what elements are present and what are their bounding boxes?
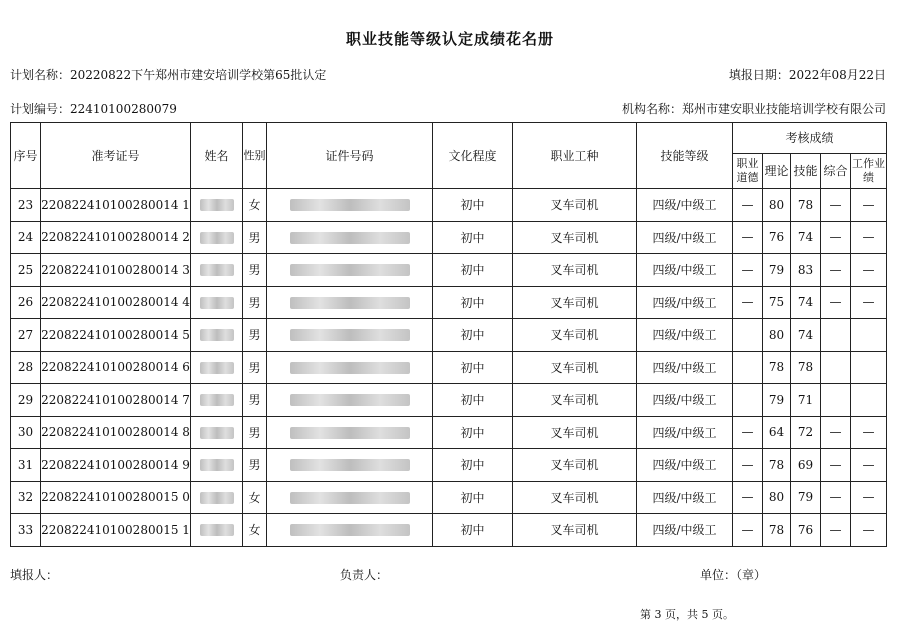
table-row — [11, 384, 887, 417]
row-gender: 男 — [243, 449, 267, 482]
row-level: 四级/中级工 — [637, 189, 733, 222]
redaction-blur — [290, 362, 410, 374]
document-title: 职业技能等级认定成绩花名册 — [345, 30, 554, 48]
row-level: 四级/中级工 — [637, 286, 733, 319]
table-row — [11, 416, 887, 449]
row-level: 四级/中级工 — [637, 351, 733, 384]
header-name: 姓名 — [191, 123, 243, 189]
row-ticket: 220822410100280014 4 — [41, 286, 191, 319]
redaction-blur — [200, 492, 234, 504]
row-seq: 23 — [11, 189, 41, 222]
header-ethics: 职业道德 — [733, 154, 763, 189]
table-row — [11, 351, 887, 384]
redaction-blur — [290, 394, 410, 406]
header-job: 职业工种 — [513, 123, 637, 189]
row-ticket: 220822410100280014 8 — [41, 416, 191, 449]
fill-date: 填报日期：2022年08月22日 — [728, 68, 886, 82]
row-seq: 30 — [11, 416, 41, 449]
row-seq: 25 — [11, 254, 41, 287]
row-edu: 初中 — [433, 286, 513, 319]
row-perf — [851, 319, 887, 352]
row-job: 叉车司机 — [513, 514, 637, 547]
redaction-blur — [290, 264, 410, 276]
row-name-redacted — [191, 514, 243, 547]
row-edu: 初中 — [433, 514, 513, 547]
row-edu: 初中 — [433, 351, 513, 384]
row-ethics: — — [733, 189, 763, 222]
header-seq: 序号 — [11, 123, 41, 189]
row-level: 四级/中级工 — [637, 416, 733, 449]
row-id-redacted — [267, 221, 433, 254]
row-skill: 71 — [791, 384, 821, 417]
row-overall — [821, 319, 851, 352]
row-job: 叉车司机 — [513, 481, 637, 514]
row-perf: — — [851, 189, 887, 222]
row-perf — [851, 384, 887, 417]
row-overall: — — [821, 221, 851, 254]
redaction-blur — [200, 394, 234, 406]
table-row — [11, 286, 887, 319]
plan-name: 计划名称：20220822下午郑州市建安培训学校第65批认定 — [10, 68, 327, 82]
row-ethics: — — [733, 481, 763, 514]
row-id-redacted — [267, 449, 433, 482]
redaction-blur — [200, 199, 234, 211]
header-edu: 文化程度 — [433, 123, 513, 189]
row-skill: 83 — [791, 254, 821, 287]
row-theory: 78 — [763, 351, 791, 384]
row-seq: 32 — [11, 481, 41, 514]
redaction-blur — [200, 264, 234, 276]
row-gender: 男 — [243, 286, 267, 319]
row-edu: 初中 — [433, 416, 513, 449]
row-seq: 27 — [11, 319, 41, 352]
redaction-blur — [290, 232, 410, 244]
header-scores: 考核成绩 — [733, 123, 887, 154]
table-row — [11, 189, 887, 222]
row-skill: 69 — [791, 449, 821, 482]
table-row — [11, 449, 887, 482]
row-skill: 74 — [791, 221, 821, 254]
row-ticket: 220822410100280014 6 — [41, 351, 191, 384]
row-job: 叉车司机 — [513, 319, 637, 352]
row-job: 叉车司机 — [513, 384, 637, 417]
redaction-blur — [290, 297, 410, 309]
redaction-blur — [290, 459, 410, 471]
row-level: 四级/中级工 — [637, 319, 733, 352]
row-ethics: — — [733, 514, 763, 547]
row-theory: 78 — [763, 514, 791, 547]
row-id-redacted — [267, 514, 433, 547]
row-overall — [821, 351, 851, 384]
row-level: 四级/中级工 — [637, 254, 733, 287]
score-roster-table — [10, 122, 887, 547]
filler-label: 填报人： — [10, 568, 59, 582]
table-row — [11, 481, 887, 514]
row-theory: 80 — [763, 189, 791, 222]
row-name-redacted — [191, 416, 243, 449]
row-perf: — — [851, 481, 887, 514]
row-id-redacted — [267, 384, 433, 417]
row-perf: — — [851, 286, 887, 319]
row-ticket: 220822410100280014 9 — [41, 449, 191, 482]
row-level: 四级/中级工 — [637, 384, 733, 417]
row-ethics: — — [733, 286, 763, 319]
row-level: 四级/中级工 — [637, 514, 733, 547]
row-skill: 74 — [791, 286, 821, 319]
row-level: 四级/中级工 — [637, 449, 733, 482]
row-skill: 76 — [791, 514, 821, 547]
row-id-redacted — [267, 286, 433, 319]
row-overall: — — [821, 254, 851, 287]
row-job: 叉车司机 — [513, 221, 637, 254]
row-overall: — — [821, 481, 851, 514]
responsible-label: 负责人： — [340, 568, 389, 582]
row-gender: 男 — [243, 221, 267, 254]
header-perf: 工作业绩 — [851, 154, 887, 189]
row-gender: 男 — [243, 416, 267, 449]
row-job: 叉车司机 — [513, 449, 637, 482]
row-ethics: — — [733, 254, 763, 287]
header-theory: 理论 — [763, 154, 791, 189]
header-level: 技能等级 — [637, 123, 733, 189]
page-indicator: 第 3 页，共 5 页。 — [640, 608, 734, 621]
row-skill: 78 — [791, 189, 821, 222]
row-ethics — [733, 384, 763, 417]
row-job: 叉车司机 — [513, 189, 637, 222]
row-job: 叉车司机 — [513, 286, 637, 319]
row-ticket: 220822410100280014 2 — [41, 221, 191, 254]
row-perf: — — [851, 449, 887, 482]
row-perf: — — [851, 416, 887, 449]
row-seq: 31 — [11, 449, 41, 482]
redaction-blur — [290, 492, 410, 504]
redaction-blur — [200, 362, 234, 374]
row-name-redacted — [191, 254, 243, 287]
row-overall: — — [821, 189, 851, 222]
row-gender: 男 — [243, 384, 267, 417]
row-edu: 初中 — [433, 481, 513, 514]
header-ticket: 准考证号 — [41, 123, 191, 189]
row-gender: 男 — [243, 351, 267, 384]
row-id-redacted — [267, 481, 433, 514]
row-seq: 29 — [11, 384, 41, 417]
row-theory: 80 — [763, 481, 791, 514]
redaction-blur — [200, 329, 234, 341]
row-skill: 78 — [791, 351, 821, 384]
row-perf — [851, 351, 887, 384]
row-overall: — — [821, 416, 851, 449]
row-name-redacted — [191, 221, 243, 254]
row-name-redacted — [191, 481, 243, 514]
row-perf: — — [851, 514, 887, 547]
row-job: 叉车司机 — [513, 416, 637, 449]
row-job: 叉车司机 — [513, 351, 637, 384]
row-seq: 33 — [11, 514, 41, 547]
row-name-redacted — [191, 189, 243, 222]
row-name-redacted — [191, 384, 243, 417]
row-ethics: — — [733, 221, 763, 254]
row-id-redacted — [267, 319, 433, 352]
organization-name: 机构名称：郑州市建安职业技能培训学校有限公司 — [621, 102, 886, 116]
row-name-redacted — [191, 319, 243, 352]
row-theory: 75 — [763, 286, 791, 319]
table-row — [11, 254, 887, 287]
row-gender: 男 — [243, 319, 267, 352]
redaction-blur — [290, 199, 410, 211]
row-theory: 76 — [763, 221, 791, 254]
redaction-blur — [290, 524, 410, 536]
row-ticket: 220822410100280015 1 — [41, 514, 191, 547]
redaction-blur — [290, 427, 410, 439]
redaction-blur — [200, 232, 234, 244]
row-seq: 24 — [11, 221, 41, 254]
row-theory: 80 — [763, 319, 791, 352]
header-gender: 性别 — [243, 123, 267, 189]
redaction-blur — [200, 297, 234, 309]
row-skill: 74 — [791, 319, 821, 352]
row-gender: 女 — [243, 481, 267, 514]
row-edu: 初中 — [433, 449, 513, 482]
row-ticket: 220822410100280014 5 — [41, 319, 191, 352]
row-ticket: 220822410100280014 7 — [41, 384, 191, 417]
row-theory: 64 — [763, 416, 791, 449]
row-edu: 初中 — [433, 319, 513, 352]
row-id-redacted — [267, 254, 433, 287]
redaction-blur — [200, 524, 234, 536]
row-overall: — — [821, 514, 851, 547]
row-seq: 28 — [11, 351, 41, 384]
row-id-redacted — [267, 189, 433, 222]
row-edu: 初中 — [433, 189, 513, 222]
row-name-redacted — [191, 449, 243, 482]
row-name-redacted — [191, 286, 243, 319]
row-overall: — — [821, 449, 851, 482]
row-name-redacted — [191, 351, 243, 384]
row-gender: 女 — [243, 189, 267, 222]
table-row — [11, 514, 887, 547]
row-ticket: 220822410100280014 1 — [41, 189, 191, 222]
redaction-blur — [200, 459, 234, 471]
row-id-redacted — [267, 351, 433, 384]
row-theory: 79 — [763, 254, 791, 287]
row-id-redacted — [267, 416, 433, 449]
row-ethics: — — [733, 416, 763, 449]
row-level: 四级/中级工 — [637, 221, 733, 254]
row-seq: 26 — [11, 286, 41, 319]
table-row — [11, 221, 887, 254]
row-gender: 男 — [243, 254, 267, 287]
row-level: 四级/中级工 — [637, 481, 733, 514]
header-overall: 综合 — [821, 154, 851, 189]
row-job: 叉车司机 — [513, 254, 637, 287]
header-skill: 技能 — [791, 154, 821, 189]
row-ticket: 220822410100280015 0 — [41, 481, 191, 514]
row-theory: 78 — [763, 449, 791, 482]
redaction-blur — [200, 427, 234, 439]
row-gender: 女 — [243, 514, 267, 547]
row-ethics — [733, 319, 763, 352]
header-id: 证件号码 — [267, 123, 433, 189]
redaction-blur — [290, 329, 410, 341]
row-skill: 72 — [791, 416, 821, 449]
row-overall — [821, 384, 851, 417]
row-skill: 79 — [791, 481, 821, 514]
row-theory: 79 — [763, 384, 791, 417]
unit-stamp-label: 单位：（章） — [700, 568, 767, 582]
row-ethics: — — [733, 449, 763, 482]
row-ticket: 220822410100280014 3 — [41, 254, 191, 287]
plan-number: 计划编号：22410100280079 — [10, 102, 177, 116]
row-edu: 初中 — [433, 254, 513, 287]
row-perf: — — [851, 221, 887, 254]
row-edu: 初中 — [433, 384, 513, 417]
row-overall: — — [821, 286, 851, 319]
row-edu: 初中 — [433, 221, 513, 254]
row-perf: — — [851, 254, 887, 287]
row-ethics — [733, 351, 763, 384]
table-row — [11, 319, 887, 352]
